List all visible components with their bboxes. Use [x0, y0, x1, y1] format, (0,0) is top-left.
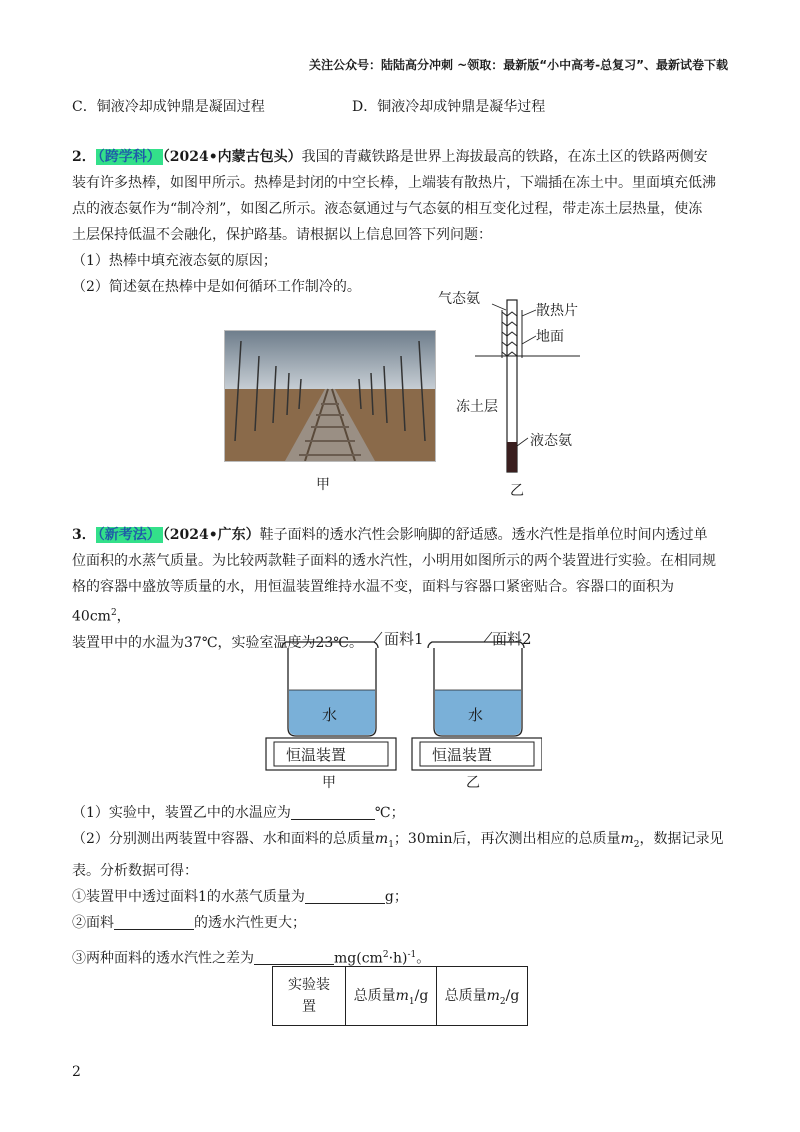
table-header-device: 实验装 置: [273, 967, 346, 1026]
q3-line4: 装置甲中的水温为37℃，实验室温度为23℃。: [72, 634, 363, 651]
table-header-m1: 总质量$m_1/g$: [346, 967, 437, 1026]
label-heater-2: 恒温装置: [432, 746, 493, 764]
q3-line2: 位面积的水蒸气质量。为比较两款鞋子面料的透水汽性，小明用如图所示的两个装置进行实验。在相同规: [72, 553, 716, 569]
data-table: [272, 966, 528, 1026]
q2-line1: 我国的青藏铁路是世界上海拔最高的铁路，在冻土区的铁路两侧安: [301, 149, 708, 165]
q3-sub1: （1）实验中，装置乙中的水温应为 ℃；: [72, 805, 405, 821]
question-2: [72, 144, 732, 300]
label-heater-1: 恒温装置: [286, 746, 347, 764]
fig-jia-caption-2: 甲: [322, 775, 336, 791]
option-c: C．铜液冷却成钟鼎是凝固过程: [72, 99, 265, 115]
option-d: D．铜液冷却成钟鼎是凝华过程: [352, 99, 546, 115]
q2-line2: 装有许多热棒，如图甲所示。热棒是封闭的中空长棒，上端装有散热片，下端插在冻土中。里面填充低沸: [72, 175, 716, 191]
label-fins: 散热片: [536, 303, 578, 319]
page-header: 关注公众号：陆陆高分冲刺 ~领取：最新版“小中高考-总复习”、最新试卷下载: [309, 58, 728, 72]
label-ground: 地面: [536, 329, 564, 345]
fig-jia-caption: 甲: [316, 477, 330, 493]
q3-line1: 鞋子面料的透水汽性会影响脚的舒适感。透水汽性是指单位时间内透过单: [259, 527, 708, 543]
q2-source: （2024•内蒙古包头）: [162, 149, 302, 165]
q2-line3: 点的液态氨作为“制冷剂”，如图乙所示。液态氨通过与气态氨的相互变化过程，带走冻土层热量，使冻: [72, 201, 703, 217]
answer-blank-1[interactable]: [291, 803, 375, 820]
q3-line3: 格的容器中盛放等质量的水，用恒温装置维持水温不变，面料与容器口紧密贴合。容器口的面积为$40cm^2$，: [72, 579, 674, 625]
q3-tag: （新考法）: [97, 527, 161, 543]
fig-yi-caption-2: 乙: [466, 775, 480, 791]
q3-sub2: （2）分别测出两装置中容器、水和面料的总质量$m_1$；30min后，再次测出相应的总质量$m_2$，数据记录见: [72, 831, 724, 850]
q3-sub2-line2: 表。分析数据可得：: [72, 862, 198, 879]
label-gas-ammonia: 气态氨: [438, 291, 480, 307]
answer-blank-4[interactable]: [254, 948, 334, 965]
label-water-1: 水: [322, 706, 338, 724]
q3-number: 3．: [72, 527, 96, 543]
q3-source: （2024•广东）: [162, 527, 260, 543]
q3-conclusion-2: ②面料 的透水汽性更大；: [72, 914, 306, 931]
label-fabric-2: 面料2: [492, 630, 532, 648]
q3-subquestions: [72, 800, 732, 971]
label-frozen-soil: 冻土层: [456, 399, 498, 415]
label-water-2: 水: [468, 706, 484, 724]
label-fabric-1: 面料1: [384, 630, 424, 648]
q3-conclusion-3: ③两种面料的透水汽性之差为 $mg(cm^2\cdot h)^{-1}$。: [72, 949, 431, 967]
q2-tag: （跨学科）: [97, 149, 161, 165]
answer-blank-3[interactable]: [114, 913, 194, 930]
q3-conclusion-1: ①装置甲中透过面料1的水蒸气质量为 g；: [72, 888, 408, 905]
table-header-m2: 总质量$m_2/g$: [437, 967, 528, 1026]
q2-sub2: （2）简述氨在热棒中是如何循环工作制冷的。: [72, 279, 361, 295]
page-number: 2: [72, 1064, 81, 1080]
railway-photo: [224, 330, 436, 462]
answer-blank-2[interactable]: [305, 887, 385, 904]
q2-line4: 土层保持低温不会融化，保护路基。请根据以上信息回答下列问题：: [72, 227, 492, 243]
q2-number: 2．: [72, 149, 96, 165]
table-header-row: [273, 967, 528, 1026]
q2-sub1: （1）热棒中填充液态氨的原因；: [72, 253, 277, 269]
label-liquid-ammonia: 液态氨: [530, 433, 572, 449]
fig-yi-caption: 乙: [510, 483, 524, 499]
